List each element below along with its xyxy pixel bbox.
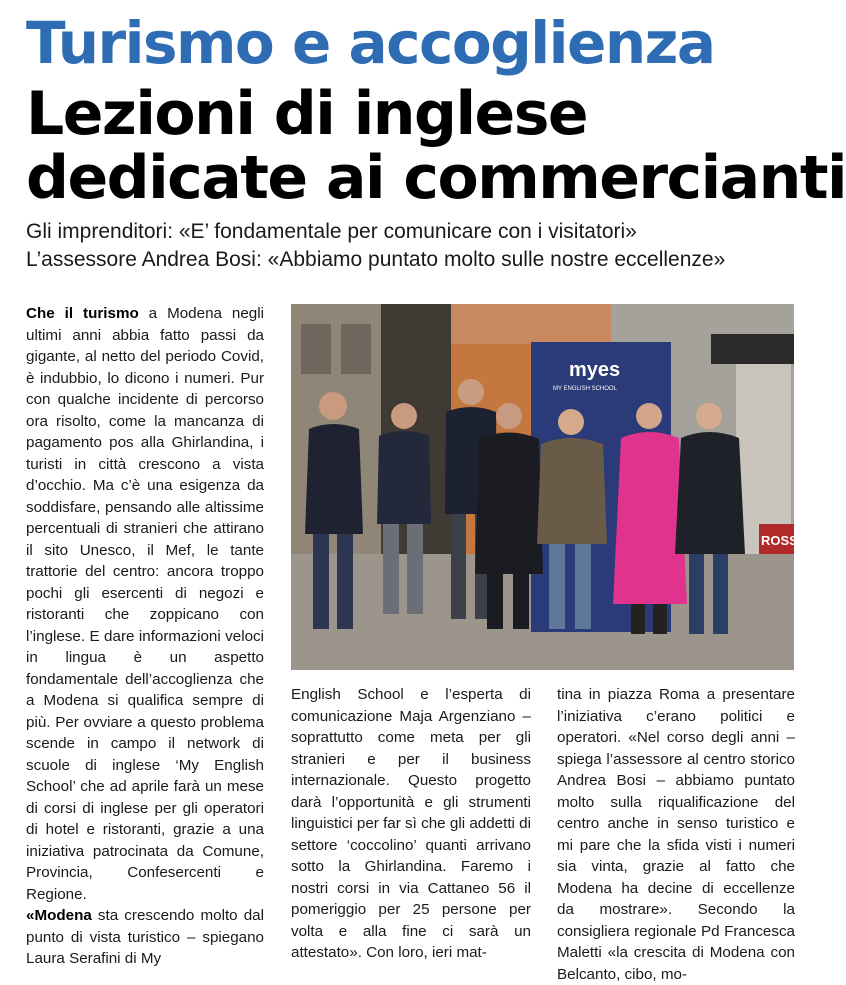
column-1-paragraph-1	[26, 303, 264, 905]
article-subhead	[26, 218, 725, 274]
subhead-line-1: Gli imprenditori: «E’ fondamentale per comunicare con i visitatori»	[26, 220, 637, 243]
banner-logo: myes	[569, 359, 621, 381]
article-kicker: Turismo e accoglienza	[26, 9, 715, 77]
article-column-1	[26, 303, 264, 970]
group-photo-illustration	[291, 304, 798, 670]
article-headline	[26, 79, 846, 213]
article-column-2	[291, 684, 531, 964]
banner-tagline: MY ENGLISH SCHOOL	[553, 386, 617, 392]
lead-text: a Modena negli ultimi anni abbia fatto passi da gigante, al netto del periodo Covid, è indubbio, lo dicono i numeri. Pur con qualche incidente di percorso ora risolto, come la mancanza di pagamento pos alla Ghirlandina, i turisti in città crescono a vista d’occhio. Ma c’è una esigenza da soddisfare, pensando alle altissime percentuali di stranieri che attirano il sito Unesco, il Mef, le tante trattorie del centro: ancora troppo pochi gli esercenti di negozi e ristoranti che zoppicano con l’inglese. E dare informazioni veloci in lingua è un aspetto fondamentale dell’accoglienza che a Modena si qualifica sempre di più. Per ovviare a questo problema scende in campo il network di scuole di inglese ‘My English School’ che ad aprile farà un mese di corsi di inglese per gli operatori di hotel e ristoranti, grazie a una iniziativa patrocinata da Comune, Provincia, Confesercenti e Regione.	[26, 305, 265, 903]
lead-bold: Che il turismo	[26, 305, 139, 322]
headline-line-1: Lezioni di inglese	[26, 79, 588, 149]
restaurant-sign-text: ROSS	[761, 533, 798, 548]
paragraph-2-text: sta crescendo molto dal punto di vista turistico – spiegano Laura Serafini di My	[26, 907, 264, 967]
paragraph-2-bold: «Modena	[26, 907, 92, 924]
column-1-paragraph-2	[26, 905, 264, 970]
column-2-text: English School e l’esperta di comunicazione Maja Argenziano – soprattutto come meta per gli stranieri e per il business internazionale. Questo progetto darà l’opportunità e gli strumenti linguistici per far sì che gli addetti di settore ‘coccolino’ quanti arrivano sotto la Ghirlandina. Faremo i nostri corsi in via Cattaneo 56 il pomeriggio per 25 persone per volta e alla fine ci sarà un attestato». Con loro, ieri mat-	[291, 686, 531, 961]
person-6	[613, 403, 687, 634]
headline-line-2: dedicate ai commercianti	[26, 143, 846, 213]
article-column-3	[557, 684, 795, 985]
column-3-text: tina in piazza Roma a presentare l’iniziativa c’erano politici e operatori. «Nel corso degli anni – spiega l’assessore al centro storico Andrea Bosi – abbiamo puntato molto sulla riqualificazione del centro anche in senso turistico e mi pare che la sfida visti i numeri sia vinta, grazie al fatto che Modena ha decine di eccellenze da mostrare». Secondo la consigliera regionale Pd Francesca Maletti «la crescita di Modena con Belcanto, cibo, mo-	[557, 686, 795, 983]
subhead-line-2: L’assessore Andrea Bosi: «Abbiamo puntato molto sulle nostre eccellenze»	[26, 248, 726, 271]
article-photo	[291, 304, 798, 670]
